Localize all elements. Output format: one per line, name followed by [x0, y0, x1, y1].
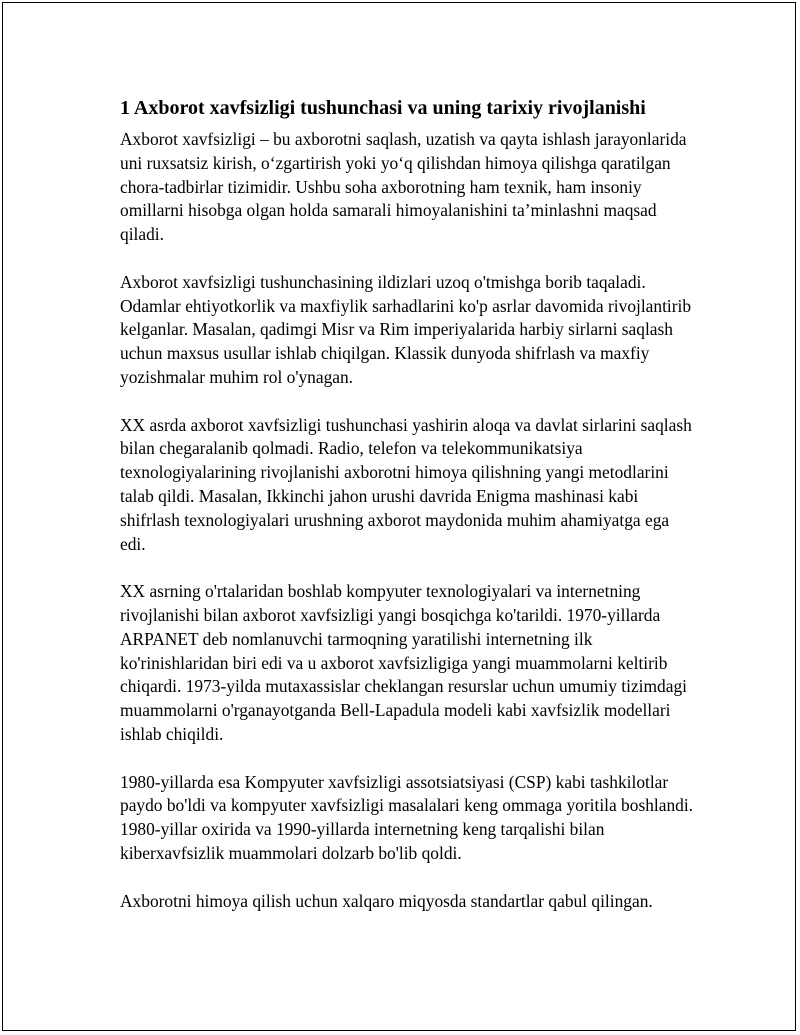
paragraph-definition: Axborot xavfsizligi – bu axborotni saqlash, uzatish va qayta ishlash jarayonlarida uni ruxsatsiz kirish, oʻzgartirish yoki yoʻq qilishdan himoya qilishga qaratilgan chora-tadbirlar tizimidir. Ushbu soha axborotning ham texnik, ham insoniy omillarni hisobga olgan holda samarali himoyalanishini ta’minlashni maqsad qiladi.	[120, 129, 687, 245]
document-page	[2, 2, 796, 1031]
paragraph-1980s: 1980-yillarda esa Kompyuter xavfsizligi assotsiatsiyasi (CSP) kabi tashkilotlar paydo bo'ldi va kompyuter xavfsizligi masalalari keng ommaga yoritila boshlandi. 1980-yillar oxirida va 1990-yillarda internetning keng tarqalishi bilan kiberxavfsizlik muammolari dolzarb bo'lib qoldi.	[120, 771, 694, 863]
paragraph-ancient-history: Axborot xavfsizligi tushunchasining ildizlari uzoq o'tmishga borib taqaladi. Odamlar ehtiyotkorlik va maxfiylik sarhadlarini ko'p asrlar davomida rivojlantirib kelganlar. Masalan, qadimgi Misr va Rim imperiyalarida harbiy sirlarni saqlash uchun maxsus usullar ishlab chiqilgan. Klassik dunyoda shifrlash va maxfiy yozishmalar muhim rol o'ynagan.	[120, 271, 692, 387]
section-heading: 1 Axborot xavfsizligi tushunchasi va uning tarixiy rivojlanishi	[120, 97, 646, 119]
paragraph-20th-century: XX asrda axborot xavfsizligi tushunchasi yashirin aloqa va davlat sirlarini saqlash bilan chegaralanib qolmadi. Radio, telefon va telekommunikatsiya texnologiyalarining rivojlanishi axborotni himoya qilishning yangi metodlarini talab qildi. Masalan, Ikkinchi jahon urushi davrida Enigma mashinasi kabi shifrlash texnologiyalari urushning axborot maydonida muhim ahamiyatga ega edi.	[120, 414, 692, 554]
document-body	[120, 95, 695, 913]
paragraph-standards: Axborotni himoya qilish uchun xalqaro miqyosda standartlar qabul qilingan.	[120, 890, 653, 911]
paragraph-computer-era: XX asrning o'rtalaridan boshlab kompyuter texnologiyalari va internetning rivojlanishi bilan axborot xavfsizligi yangi bosqichga ko'tarildi. 1970-yillarda ARPANET deb nomlanuvchi tarmoqning yaratilishi internetning ilk ko'rinishlaridan biri edi va u axborot xavfsizligiga yangi muammolarni keltirib chiqardi. 1973-yilda mutaxassislar cheklangan resurslar uchun umumiy tizimdagi muammolarni o'rganayotganda Bell-Lapadula modeli kabi xavfsizlik modellari ishlab chiqildi.	[120, 581, 687, 744]
